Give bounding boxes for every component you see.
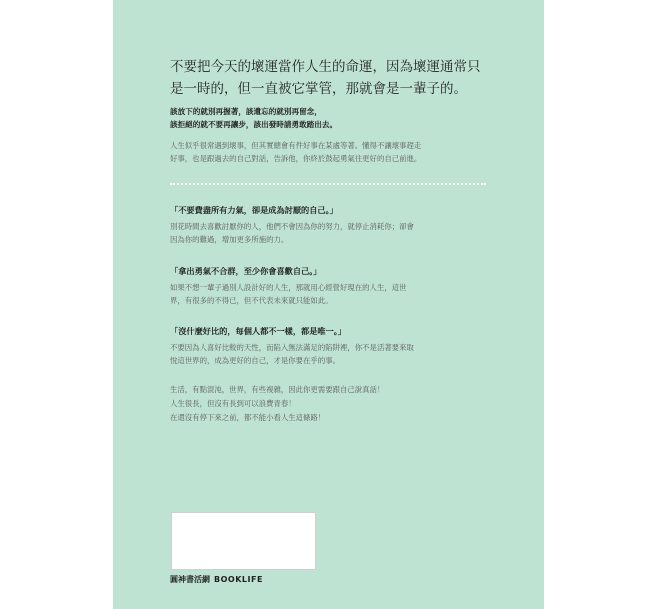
section-heading: 「拿出勇氣不合群，至少你會喜歡自己。」 bbox=[170, 266, 322, 276]
intro-line: 好事，也是跟過去的自己對話，告訴他，你終於鼓起勇氣往更好的自己前進。 bbox=[170, 153, 422, 163]
closing-line: 人生很長，但沒有長到可以浪費青春！ bbox=[170, 399, 296, 408]
publisher-logo bbox=[170, 574, 263, 585]
section-body-line: 界，有很多的不得已，但不代表未來就只能如此。 bbox=[170, 295, 333, 305]
closing-line: 在還沒有停下來之前，都不能小看人生這條路！ bbox=[170, 413, 326, 422]
bold-line: 該拒絕的就不要再讓步，該出發時請勇敢踏出去。 bbox=[170, 119, 338, 129]
intro-paragraph bbox=[170, 140, 496, 165]
barcode-area bbox=[171, 512, 316, 570]
section-heading: 「沒什麼好比的，每個人都不一樣，都是唯一。」 bbox=[170, 326, 347, 336]
section-body-line: 因為你的難過，增加更多所施的力。 bbox=[170, 234, 289, 244]
section-body-line: 不要因為人喜好比較的天性，而陷入無法滿足的陷阱裡，你不是活著要來取 bbox=[170, 343, 414, 352]
section-body bbox=[170, 342, 496, 367]
bold-line: 該放下的就別再握著，該遺忘的就別再留念， bbox=[170, 107, 322, 116]
publisher-name: 圓神書活網 bbox=[170, 575, 210, 584]
publisher-brand: BOOKLIFE bbox=[214, 575, 263, 584]
section-body-line: 如果不想一輩子過別人設計好的人生，那就用心經營好現在的人生，這世 bbox=[170, 283, 407, 292]
book-back-cover bbox=[113, 0, 544, 609]
section-body-line: 別花時間去喜歡討厭你的人，他們不會因為你的努力，就停止消耗你；卻會 bbox=[170, 222, 414, 231]
section-body bbox=[170, 282, 496, 307]
section-heading: 「不要費盡所有力氣，卻是成為討厭的自己。」 bbox=[170, 205, 338, 215]
section-body-line: 悅這世界的，成為更好的自己，才是你要在乎的事。 bbox=[170, 355, 340, 365]
closing-line: 生活，有點混沌，世界，有些複雜，因此你更需要跟自己說真話！ bbox=[170, 385, 385, 394]
lead-quote bbox=[170, 56, 500, 100]
section-body bbox=[170, 221, 496, 246]
bold-statement bbox=[170, 106, 500, 131]
dotted-divider bbox=[170, 183, 486, 185]
intro-line: 人生似乎很常遇到壞事，但其實總會有件好事在某處等著。懂得不讓壞事趕走 bbox=[170, 141, 422, 150]
lead-line: 是一時的，但一直被它掌管，那就會是一輩子的。 bbox=[170, 81, 467, 97]
lead-line: 不要把今天的壞運當作人生的命運，因為壞運通常只 bbox=[170, 59, 481, 75]
closing-lines bbox=[170, 383, 384, 425]
